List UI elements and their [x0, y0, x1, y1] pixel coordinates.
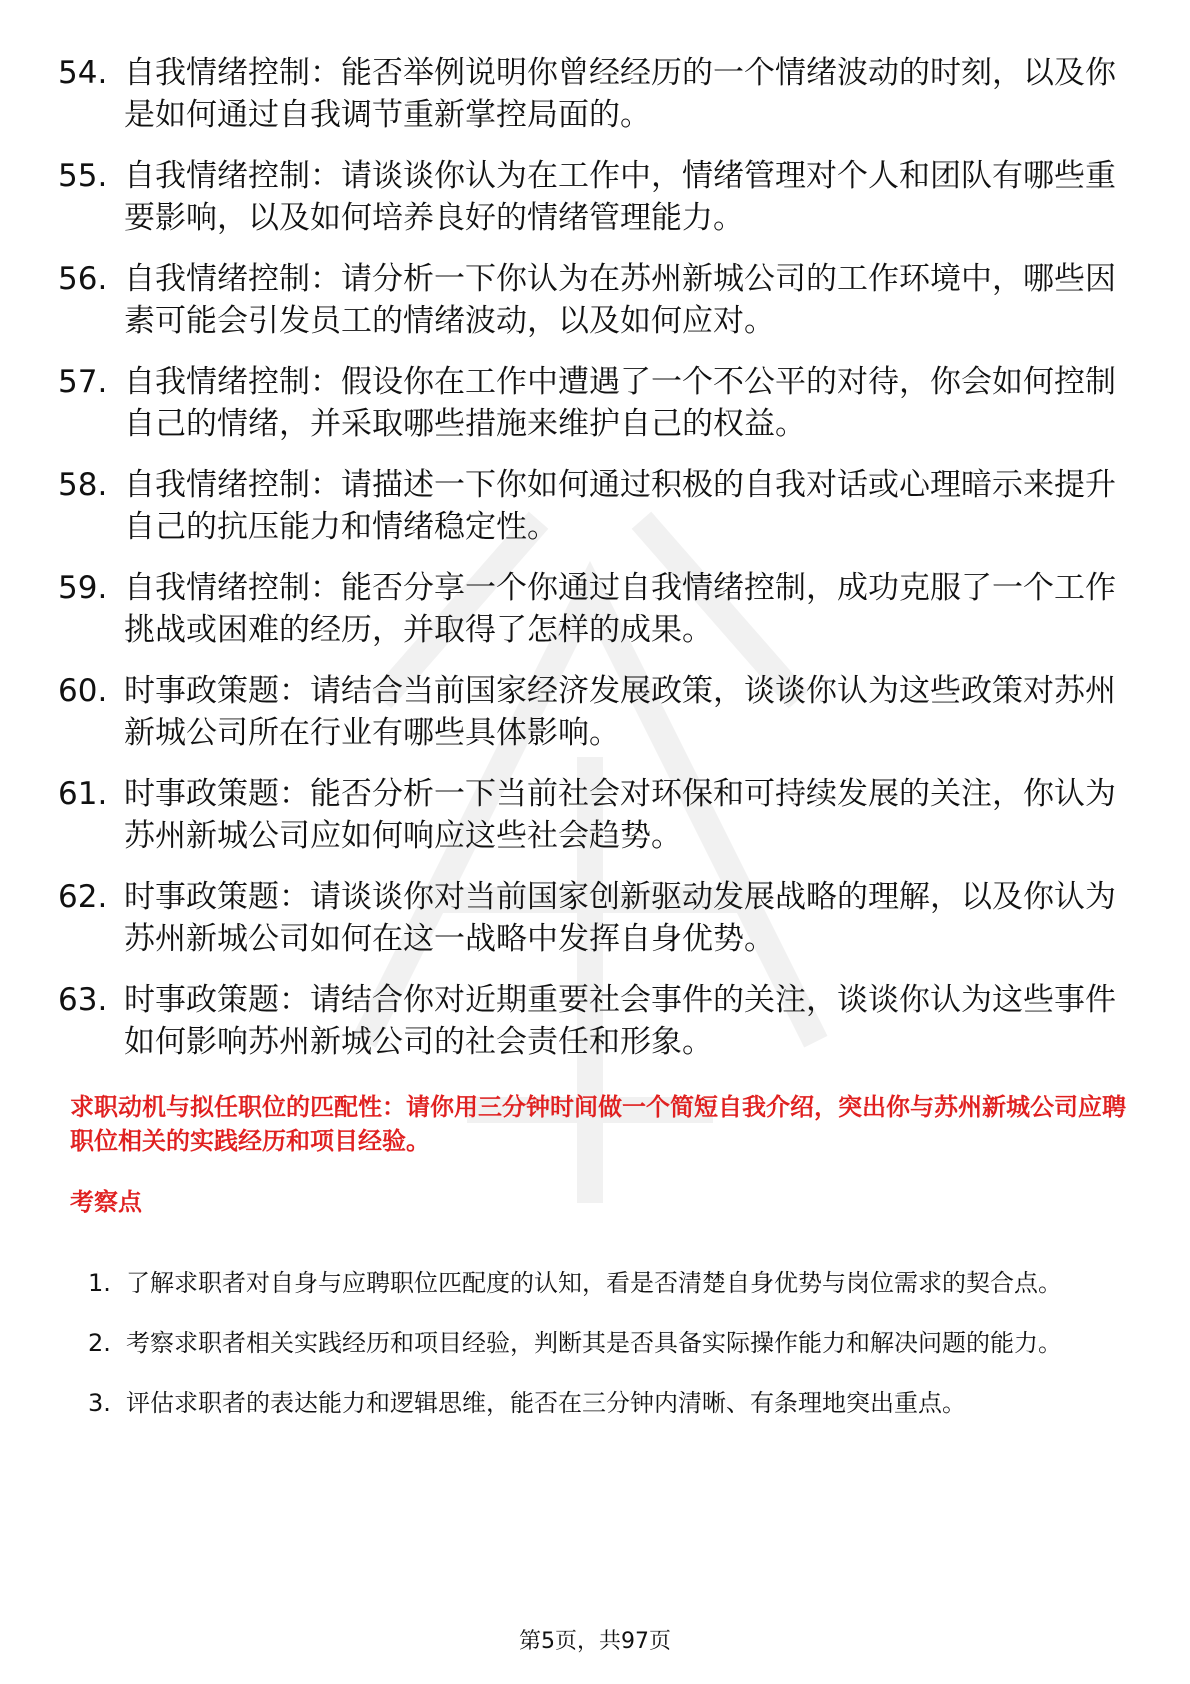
- question-item: [58, 567, 1138, 651]
- question-list: [58, 52, 1138, 1082]
- question-text: 自我情绪控制：请分析一下你认为在苏州新城公司的工作环境中，哪些因素可能会引发员工的情绪波动，以及如何应对。: [124, 261, 1116, 339]
- question-number: 58.: [58, 467, 108, 503]
- section-heading: 求职动机与拟任职位的匹配性：请你用三分钟时间做一个简短自我介绍，突出你与苏州新城公司应聘职位相关的实践经历和项目经验。: [70, 1093, 1126, 1155]
- question-item: [58, 361, 1138, 445]
- section-label: 考察点: [70, 1188, 142, 1216]
- question-number: 54.: [58, 55, 108, 91]
- point-text: 评估求职者的表达能力和逻辑思维，能否在三分钟内清晰、有条理地突出重点。: [126, 1389, 966, 1417]
- question-item: [58, 670, 1138, 754]
- point-number: 2.: [88, 1329, 111, 1357]
- question-number: 59.: [58, 570, 108, 606]
- question-item: [58, 52, 1138, 136]
- question-number: 56.: [58, 261, 108, 297]
- question-text: 自我情绪控制：能否分享一个你通过自我情绪控制，成功克服了一个工作挑战或困难的经历，并取得了怎样的成果。: [124, 570, 1116, 648]
- question-text: 时事政策题：请谈谈你对当前国家创新驱动发展战略的理解，以及你认为苏州新城公司如何在这一战略中发挥自身优势。: [124, 879, 1116, 957]
- page-footer: 第5页，共97页: [519, 1629, 671, 1654]
- question-number: 57.: [58, 364, 108, 400]
- question-item: [58, 464, 1138, 548]
- point-number: 3.: [88, 1389, 111, 1417]
- question-number: 55.: [58, 158, 108, 194]
- question-item: [58, 876, 1138, 960]
- question-number: 62.: [58, 879, 108, 915]
- question-item: [58, 773, 1138, 857]
- question-text: 自我情绪控制：假设你在工作中遭遇了一个不公平的对待，你会如何控制自己的情绪，并采取哪些措施来维护自己的权益。: [124, 364, 1116, 442]
- question-text: 自我情绪控制：请描述一下你如何通过积极的自我对话或心理暗示来提升自己的抗压能力和情绪稳定性。: [124, 467, 1116, 545]
- question-number: 60.: [58, 673, 108, 709]
- question-number: 61.: [58, 776, 108, 812]
- question-text: 时事政策题：请结合当前国家经济发展政策，谈谈你认为这些政策对苏州新城公司所在行业有哪些具体影响。: [124, 673, 1116, 751]
- question-number: 63.: [58, 982, 108, 1018]
- question-item: [58, 258, 1138, 342]
- question-text: 自我情绪控制：能否举例说明你曾经经历的一个情绪波动的时刻，以及你是如何通过自我调节重新掌控局面的。: [124, 55, 1116, 133]
- list-item: [88, 1253, 1128, 1313]
- point-number: 1.: [88, 1269, 111, 1297]
- list-item: [88, 1313, 1128, 1373]
- question-item: [58, 155, 1138, 239]
- question-text: 时事政策题：请结合你对近期重要社会事件的关注，谈谈你认为这些事件如何影响苏州新城公司的社会责任和形象。: [124, 982, 1116, 1060]
- question-item: [58, 979, 1138, 1063]
- point-text: 考察求职者相关实践经历和项目经验，判断其是否具备实际操作能力和解决问题的能力。: [126, 1329, 1062, 1357]
- list-item: [88, 1373, 1128, 1433]
- question-text: 时事政策题：能否分析一下当前社会对环保和可持续发展的关注，你认为苏州新城公司应如何响应这些社会趋势。: [124, 776, 1116, 854]
- question-text: 自我情绪控制：请谈谈你认为在工作中，情绪管理对个人和团队有哪些重要影响，以及如何培养良好的情绪管理能力。: [124, 158, 1116, 236]
- point-text: 了解求职者对自身与应聘职位匹配度的认知，看是否清楚自身优势与岗位需求的契合点。: [126, 1269, 1062, 1297]
- assessment-points: [88, 1253, 1128, 1433]
